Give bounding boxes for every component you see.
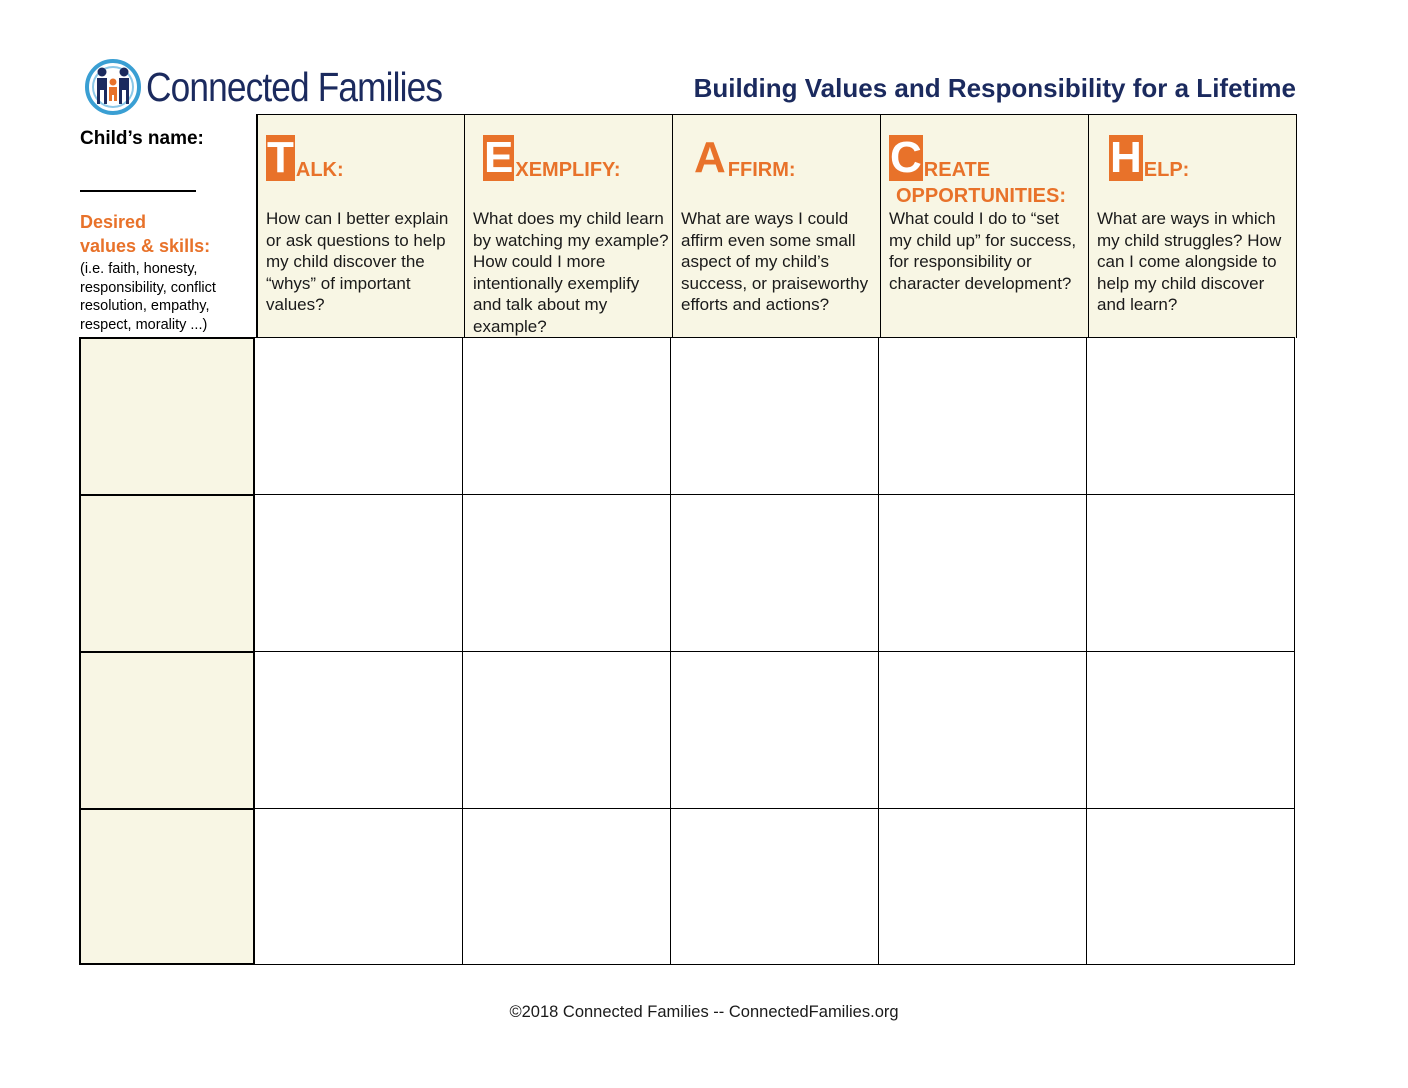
left-labels (80, 128, 256, 334)
example-line: resolution, empathy, (80, 298, 210, 314)
table-row (79, 337, 1295, 494)
help-cell[interactable] (1087, 651, 1295, 808)
help-cell[interactable] (1087, 808, 1295, 965)
logo-wordmark: Connected Families (146, 63, 443, 110)
table-row (79, 808, 1295, 965)
value-cell[interactable] (79, 337, 255, 494)
help-cell[interactable] (1087, 337, 1295, 494)
header-initial: T (267, 133, 294, 182)
header-create-opportunities (881, 114, 1089, 338)
talk-cell[interactable] (255, 494, 463, 651)
family-logo-icon (84, 58, 142, 116)
header-exemplify (465, 114, 673, 338)
examples-text (80, 260, 256, 334)
header-question: What does my child learn by watching my example? How could I more intentionally exemplify and talk about my example? (473, 209, 669, 336)
column-headers (256, 114, 1298, 338)
childs-name-label: Child’s name: (80, 128, 204, 149)
header-affirm (673, 114, 881, 338)
logo (84, 58, 490, 116)
header-question: What are ways I could affirm even some small aspect of my child’s success, or praiseworthy efforts and actions? (681, 209, 869, 314)
header-word-2: OPPORTUNITIES: (896, 185, 1067, 207)
talk-cell[interactable] (255, 337, 463, 494)
worksheet-grid (79, 337, 1295, 965)
example-line: respect, morality ...) (80, 316, 208, 333)
header-word: REATE (923, 159, 991, 181)
create-cell[interactable] (879, 337, 1087, 494)
header-initial: A (694, 133, 726, 182)
header-word: FFIRM: (727, 159, 796, 181)
header-initial: C (890, 133, 922, 182)
desired-values-label (80, 210, 256, 258)
header-talk (256, 114, 465, 338)
desired-line-2: values & skills: (80, 236, 211, 256)
affirm-cell[interactable] (671, 651, 879, 808)
header-help (1089, 114, 1297, 338)
childs-name-blank[interactable] (80, 170, 196, 192)
header-word: ELP: (1143, 159, 1190, 181)
example-line: (i.e. faith, honesty, (80, 261, 198, 277)
affirm-cell[interactable] (671, 337, 879, 494)
help-cell[interactable] (1087, 494, 1295, 651)
header-question: What could I do to “set my child up” for success, for responsibility or character development? (889, 209, 1077, 293)
talk-cell[interactable] (255, 808, 463, 965)
value-cell[interactable] (79, 494, 255, 651)
value-cell[interactable] (79, 808, 255, 965)
value-cell[interactable] (79, 651, 255, 808)
exemplify-cell[interactable] (463, 808, 671, 965)
create-cell[interactable] (879, 651, 1087, 808)
exemplify-cell[interactable] (463, 494, 671, 651)
header-initial: E (484, 133, 514, 182)
header-word: ALK: (295, 159, 344, 181)
talk-cell[interactable] (255, 651, 463, 808)
create-cell[interactable] (879, 808, 1087, 965)
create-cell[interactable] (879, 494, 1087, 651)
footer-copyright: ©2018 Connected Families -- ConnectedFamilies.org (509, 1003, 899, 1021)
header-initial: H (1110, 133, 1142, 182)
desired-line-1: Desired (80, 212, 147, 232)
example-line: responsibility, conflict (80, 279, 216, 296)
exemplify-cell[interactable] (463, 337, 671, 494)
affirm-cell[interactable] (671, 808, 879, 965)
header-question: How can I better explain or ask questions to help my child discover the “whys” of important values? (266, 209, 449, 314)
table-row (79, 494, 1295, 651)
header-word: XEMPLIFY: (515, 159, 621, 181)
table-row (79, 651, 1295, 808)
page-title: Building Values and Responsibility for a Lifetime (693, 73, 1296, 103)
affirm-cell[interactable] (671, 494, 879, 651)
header-question: What are ways in which my child struggles? How can I come alongside to help my child discover and learn? (1097, 209, 1282, 314)
exemplify-cell[interactable] (463, 651, 671, 808)
